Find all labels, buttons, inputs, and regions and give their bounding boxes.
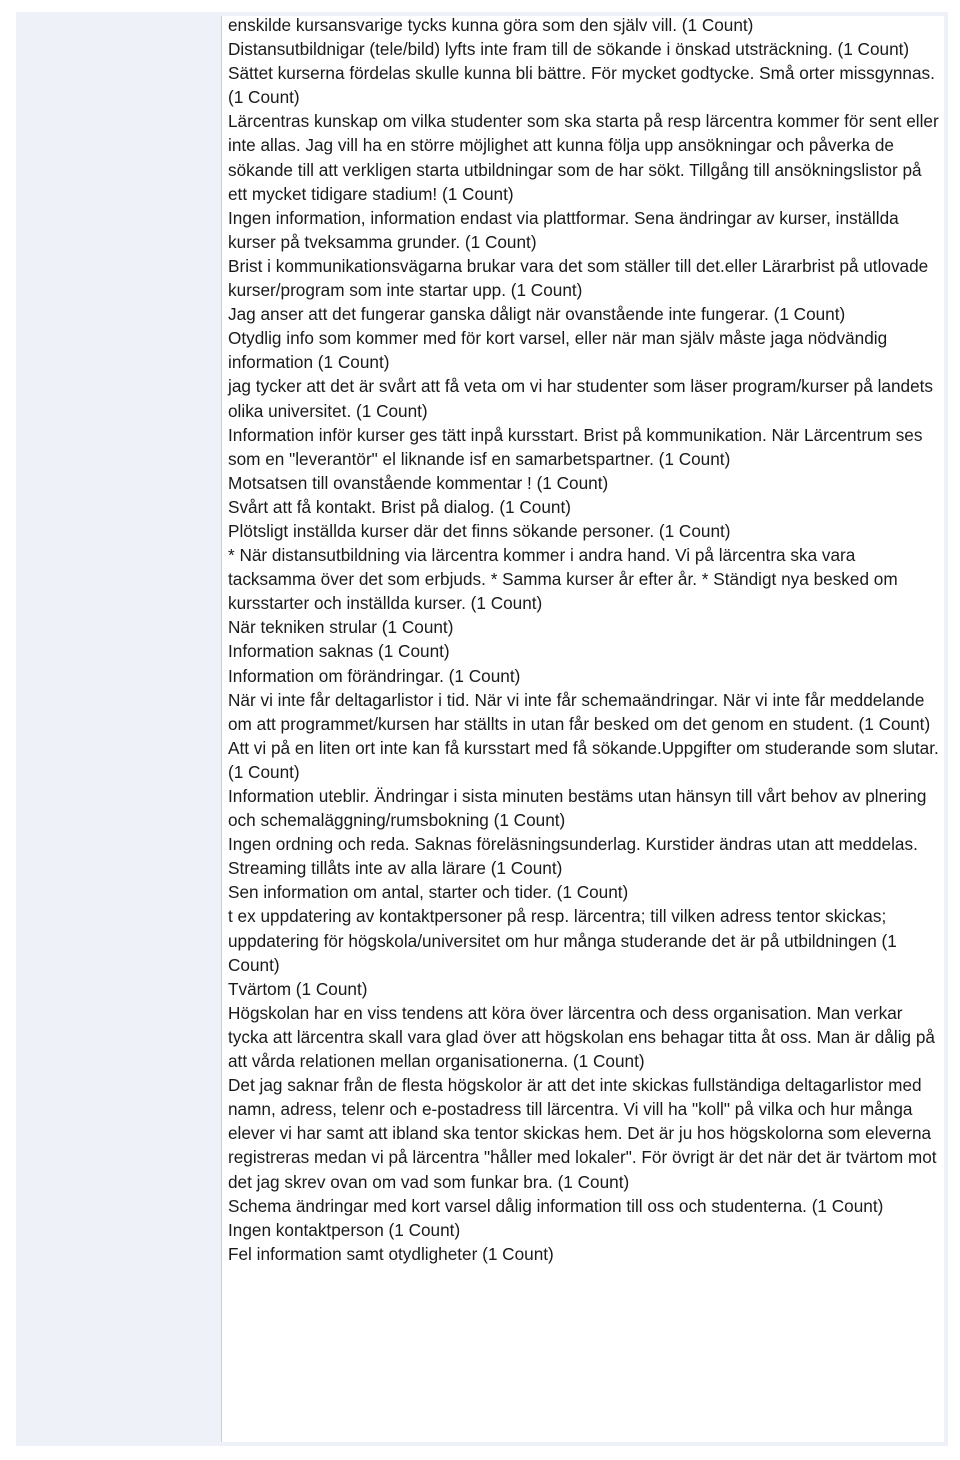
response-item: Ingen ordning och reda. Saknas föreläsningsunderlag. Kurstider ändras utan att meddelas. Streaming tillåts inte av alla lärare (1 Count): [228, 834, 918, 879]
table-bottom-border: [16, 1442, 944, 1446]
response-item: Plötsligt inställda kurser där det finns sökande personer. (1 Count): [228, 520, 731, 541]
response-item: Jag anser att det fungerar ganska dåligt när ovanstående inte fungerar. (1 Count): [228, 304, 846, 325]
response-item: Motsatsen till ovanstående kommentar ! (1 Count): [228, 472, 609, 493]
response-item: Fel information samt otydligheter (1 Count): [228, 1243, 554, 1264]
response-item: Information inför kurser ges tätt inpå kursstart. Brist på kommunikation. När Lärcentrum ses som en "leverantör" el liknande isf en samarbetspartner. (1 Count): [228, 424, 923, 469]
response-item: Sättet kurserna fördelas skulle kunna bli bättre. För mycket godtycke. Små orter missgynnas. (1 Count): [228, 63, 935, 108]
response-item: enskilde kursansvarige tycks kunna göra som den själv vill. (1 Count): [228, 15, 754, 35]
response-list: [228, 13, 944, 1266]
response-item: När vi inte får deltagarlistor i tid. När vi inte får schemaändringar. När vi inte får meddelande om att programmet/kursen har ställts in utan får besked om det genom en student. (1 Count): [228, 689, 931, 734]
response-item: Information uteblir. Ändringar i sista minuten bestäms utan hänsyn till vårt behov av plnering och schemaläggning/rumsbokning (1 Count): [228, 786, 927, 831]
response-item: Ingen kontaktperson (1 Count): [228, 1219, 461, 1240]
response-item: Det jag saknar från de flesta högskolor är att det inte skickas fullständiga deltagarlistor med namn, adress, telenr och e-postadress till lärcentra. Vi vill ha "koll" på vilka och hur många elever vi har samt att ibland ska tentor skickas hem. Det är ju hos högskolorna som eleverna registreras medan vi på lärcentra "håller med lokaler". För övrigt är det när det är tvärtom mot det jag skrev ovan om vad som funkar bra. (1 Count): [228, 1075, 937, 1192]
response-item: Högskolan har en viss tendens att köra över lärcentra och dess organisation. Man verkar tycka att lärcentra skall vara glad över att högskolan ens behagar titta åt oss. Man är dålig på att vårda relationen mellan organisationerna. (1 Count): [228, 1002, 935, 1072]
table-right-border: [944, 12, 948, 1446]
response-item: jag tycker att det är svårt att få veta om vi har studenter som läser program/kurser på landets olika universitet. (1 Count): [228, 376, 933, 421]
response-item: Otydlig info som kommer med för kort varsel, eller när man själv måste jaga nödvändig information (1 Count): [228, 328, 888, 373]
response-item: Schema ändringar med kort varsel dålig information till oss och studenterna. (1 Count): [228, 1195, 884, 1216]
response-item: Brist i kommunikationsvägarna brukar vara det som ställer till det.eller Lärarbrist på utlovade kurser/program som inte startar upp. (1 Count): [228, 255, 929, 301]
table-label-column: [16, 16, 222, 1442]
response-item: Information om förändringar. (1 Count): [228, 665, 521, 686]
response-item: Ingen information, information endast via plattformar. Sena ändringar av kurser, inställda kurser på tveksamma grunder. (1 Count): [228, 207, 899, 252]
response-item: Tvärtom (1 Count): [228, 978, 368, 999]
response-item: Distansutbildnigar (tele/bild) lyfts inte fram till de sökande i önskad utsträckning. (1 Count): [228, 39, 910, 60]
response-item: Svårt att få kontakt. Brist på dialog. (1 Count): [228, 496, 571, 517]
response-item: Sen information om antal, starter och tider. (1 Count): [228, 882, 629, 903]
response-item: Lärcentras kunskap om vilka studenter som ska starta på resp lärcentra kommer för sent eller inte allas. Jag vill ha en större möjlighet att kunna följa upp ansökningar och påverka de sökande till att verkligen starta utbildningar som de har sökt. Tillgång till ansökningslistor på ett mycket tidigare stadium! (1 Count): [228, 111, 939, 204]
response-item: Att vi på en liten ort inte kan få kursstart med få sökande.Uppgifter om studerande som slutar. (1 Count): [228, 737, 939, 782]
response-item: t ex uppdatering av kontaktpersoner på resp. lärcentra; till vilken adress tentor skickas; uppdatering för högskola/universitet om hur många studerande det är på utbildningen (1 Count): [228, 906, 897, 975]
response-item: När tekniken strular (1 Count): [228, 617, 454, 638]
response-item: Information saknas (1 Count): [228, 641, 450, 662]
response-item: * När distansutbildning via lärcentra kommer i andra hand. Vi på lärcentra ska vara tacksamma över det som erbjuds. * Samma kurser år efter år. * Ständigt nya besked om kursstarter och inställda kurser. (1 Count): [228, 545, 898, 614]
